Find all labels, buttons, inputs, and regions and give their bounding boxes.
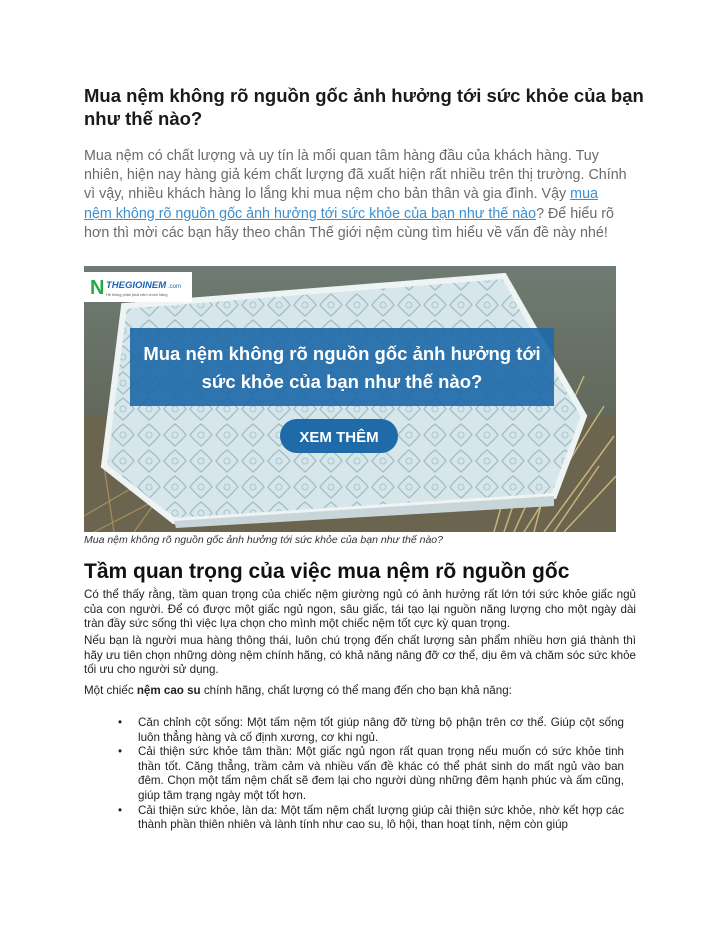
p3-text-after: chính hãng, chất lượng có thể mang đến cho bạn khả năng:: [200, 684, 512, 697]
list-item-text: Cải thiện sức khỏe, làn da: Một tấm nệm chất lượng giúp cải thiện sức khỏe, nhờ kết hợp các thành phần thiên nhiên và lành tính như cao su, lô hội, than hoạt tính, nệm còn giúp: [138, 803, 624, 832]
section-heading: Tầm quan trọng của việc mua nệm rõ nguồn gốc: [84, 560, 570, 583]
section-paragraph-2: Nếu bạn là người mua hàng thông thái, luôn chú trọng đến chất lượng sản phẩm nhiều hơn giá thành thì hãy ưu tiên chọn những dòng nệm chính hãng, có khả năng nâng đỡ cơ thể, dịu êm và chăm sóc sức khỏe tối ưu cho người sử dụng.: [84, 634, 636, 677]
list-item-text: Cải thiện sức khỏe tâm thần: Một giấc ngủ ngon rất quan trọng nếu muốn có sức khỏe tinh thần tốt. Căng thẳng, trầm cảm và nhiều vấn đề khác có thể phát sinh do mất ngủ vào ban đêm. Chọn một tấm nệm chất sẽ đem lại cho người dùng những đêm hạnh phúc và ấm cũng, giúp tâm trạng ngày một tốt hơn.: [138, 745, 624, 802]
bullet-icon: •: [118, 716, 123, 729]
article-banner-image[interactable]: [84, 266, 616, 532]
logo-suffix: .com: [168, 284, 182, 290]
brand-logo: [84, 272, 192, 302]
intro-paragraph: [84, 147, 629, 243]
logo-tagline: Hệ thống phân phối nệm chính hãng: [106, 293, 168, 297]
svg-text:N: N: [90, 277, 105, 299]
logo-text: THEGIOINEM: [106, 280, 167, 291]
list-item: [118, 804, 624, 833]
intro-text-after: ? Để hiểu rõ hơn thì mời các bạn hãy theo chân Thế giới nệm cùng tìm hiểu về vấn đề này nhé!: [84, 205, 614, 241]
list-item: [118, 716, 624, 745]
benefits-list: [118, 716, 624, 833]
bullet-icon: •: [118, 803, 123, 817]
headline-box: [130, 328, 554, 406]
p3-text-before: Một chiếc: [84, 684, 137, 697]
see-more-label: XEM THÊM: [299, 429, 379, 446]
list-item: [118, 745, 624, 803]
intro-link[interactable]: mua nệm không rõ nguồn gốc ảnh hưởng tới sức khỏe của bạn như thế nào: [84, 186, 598, 222]
see-more-button[interactable]: [280, 419, 398, 453]
headline-line2: sức khỏe của bạn như thế nào?: [201, 371, 483, 392]
article-title: Mua nệm không rõ nguồn gốc ảnh hưởng tới sức khỏe của bạn như thế nào?: [84, 85, 644, 129]
section-paragraph-1: Có thể thấy rằng, tầm quan trọng của chiếc nệm giường ngủ có ảnh hưởng rất lớn tới sức khỏe giấc ngủ của con người. Để có được một giấc ngủ ngon, sâu giấc, tái tạo lại nguồn năng lượng cho một ngày dài tràn đầy sức sống thì việc lựa chọn cho mình một chiếc nệm tốt cực kỳ quan trọng.: [84, 588, 636, 631]
bullet-icon: •: [118, 745, 123, 759]
intro-text-before: Mua nệm có chất lượng và uy tín là mối quan tâm hàng đầu của khách hàng. Tuy nhiên, hiện nay hàng giả kém chất lượng đã xuất hiện rất nhiều trên thị trường. Chính vì vậy, nhiều khách hàng lo lắng khi mua nệm cho bản thân và gia đình. Vậy: [84, 148, 627, 203]
p3-bold-link-text: nệm cao su: [136, 684, 201, 697]
image-caption: Mua nệm không rõ nguồn gốc ảnh hưởng tới sức khỏe của bạn như thế nào?: [84, 534, 443, 546]
list-item-text: Căn chỉnh cột sống: Một tấm nệm tốt giúp nâng đỡ từng bộ phận trên cơ thể. Giúp cột sống luôn thẳng hàng và cố định xương, cơ khi ngủ.: [138, 716, 624, 744]
headline-line1: Mua nệm không rõ nguồn gốc ảnh hưởng tới: [143, 343, 541, 364]
section-paragraph-3: [84, 684, 636, 699]
